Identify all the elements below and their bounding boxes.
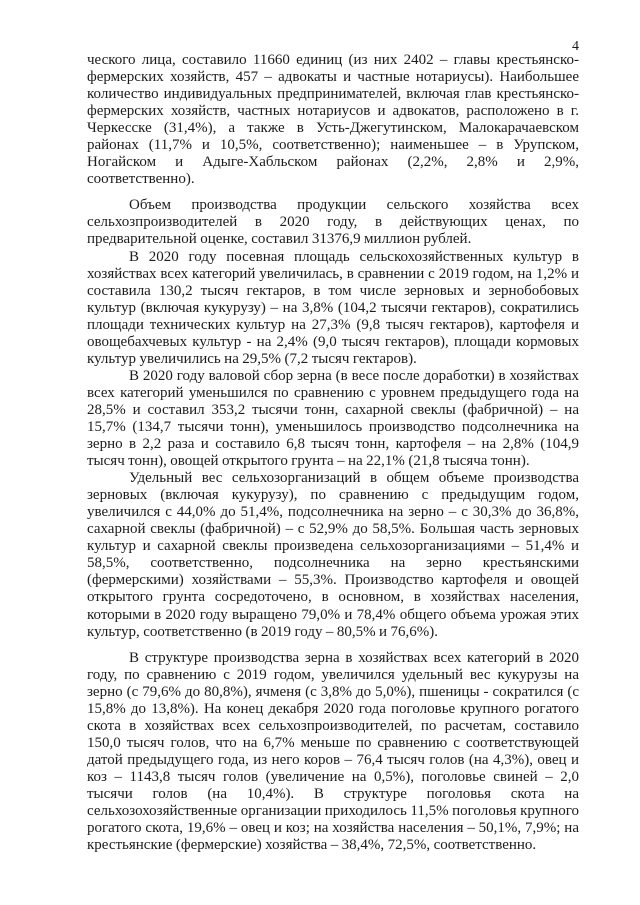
paragraph-6: В структуре производства зерна в хозяйствах всех категорий в 2020 году, по сравнению с 2019 годом, увеличился удельный вес кукурузы на зерно (с 79,6% до 80,8%), ячменя (с 3,8% до 5,0%), пшеницы - сократился (с 15,8% до 13,8%). На конец декабря 2020 года поголовье крупного рогатого скота в хозяйствах всех сельхозпроизводителей, по расчетам, составило 150,0 тысяч голов, что на 6,7% меньше по сравнению с соответствующей датой предыдущего года, из него коров – 76,4 тысяч голов (на 4,3%), овец и коз – 1143,8 тысяч голов (увеличение на 0,5%), поголовье свиней – 2,0 тысячи голов (на 10,4%). В структуре поголовья скота на сельхозохозяйственные организации приходилось 11,5% поголовья крупного рогатого скота, 19,6% – овец и коз; на хозяйства населения – 50,1%, 7,9%; на крестьянские (фермерские) хозяйства – 38,4%, 72,5%, соответственно. [87,649,579,854]
paragraph-1: ческого лица, составило 11660 единиц (из них 2402 – главы крестьянско-фермерских хозяйств, 457 – адвокаты и частные нотариусы). Наибольшее количество индивидуальных предпринимателей, включая глав крестьянско-фермерских хозяйств, частных нотариусов и адвокатов, расположено в г. Черкесске (31,4%), а также в Усть-Джегутинском, Малокарачаевском районах (11,7% и 10,5%, соответственно); наименьшее – в Урупском, Ногайском и Адыге-Хабльском районах (2,2%, 2,8% и 2,9%, соответственно). [87,52,579,188]
paragraph-2: Объем производства продукции сельского хозяйства всех сельхозпроизводителей в 2020 году, в действующих ценах, по предварительной оценке, составил 31376,9 миллион рублей. [87,197,579,248]
paragraph-4: В 2020 году валовой сбор зерна (в весе после доработки) в хозяйствах всех категорий уменьшился по сравнению с уровнем предыдущего года на 28,5% и составил 353,2 тысячи тонн, сахарной свеклы (фабричной) – на 15,7% (134,7 тысячи тонн), уменьшилось производство подсолнечника на зерно в 2,2 раза и составило 6,8 тысяч тонн, картофеля – на 2,8% (104,9 тысяч тонн), овощей открытого грунта – на 22,1% (21,8 тысяча тонн). [87,367,579,470]
page-number: 4 [572,39,579,54]
paragraph-3: В 2020 году посевная площадь сельскохозяйственных культур в хозяйствах всех категорий увеличилась, в сравнении с 2019 годом, на 1,2% и составила 130,2 тысяч гектаров, в том числе зерновых и зернобобовых культур (включая кукурузу) – на 3,8% (104,2 тысячи гектаров), сократились площади технических культур на 27,3% (9,8 тысяч гектаров), картофеля и овощебахчевых культур - на 2,4% (9,0 тысяч гектаров), площади кормовых культур увеличились на 29,5% (7,2 тысяч гектаров). [87,248,579,367]
document-body [87,52,579,854]
paragraph-5: Удельный вес сельхозорганизаций в общем объеме производства зерновых (включая кукурузу), по сравнению с предыдущим годом, увеличился с 44,0% до 51,4%, подсолнечника на зерно – с 30,3% до 36,8%, сахарной свеклы (фабричной) – с 52,9% до 58,5%. Большая часть зерновых культур и сахарной свеклы произведена сельхозорганизациями – 51,4% и 58,5%, соответственно, подсолнечника на зерно крестьянскими (фермерскими) хозяйствами – 55,3%. Производство картофеля и овощей открытого грунта сосредоточено, в основном, в хозяйствах населения, которыми в 2020 году выращено 79,0% и 78,4% общего объема урожая этих культур, соответственно (в 2019 году – 80,5% и 76,6%). [87,470,579,640]
